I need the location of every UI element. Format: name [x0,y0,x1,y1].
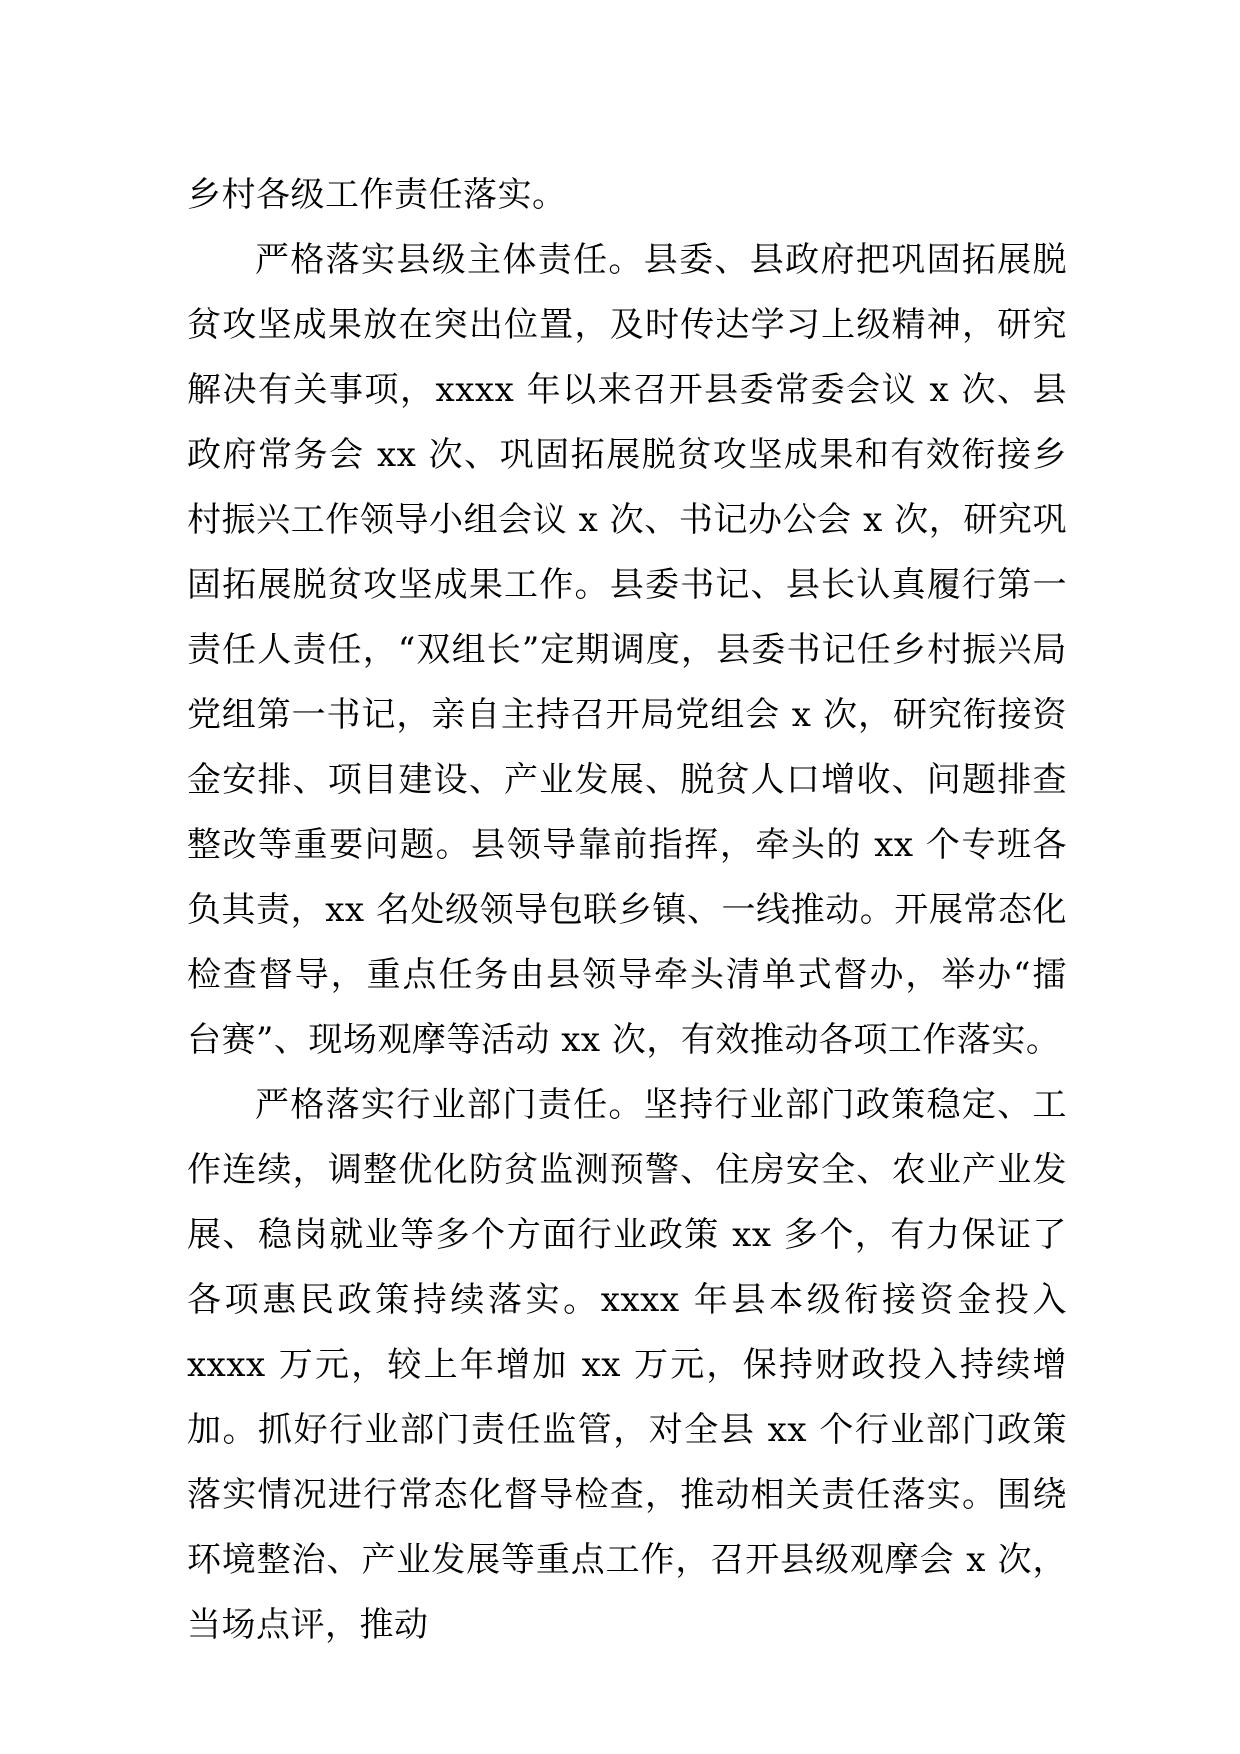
paragraph-continuation: 乡村各级工作责任落实。 [187,175,567,215]
paragraph-county-responsibility: 严格落实县级主体责任。县委、县政府把巩固拓展脱贫攻坚成果放在突出位置，及时传达学习上级精神，研究解决有关事项，xxxx 年以来召开县委常委会议 x 次、县政府常务会 xx 次、巩固拓展脱贫攻坚成果和有效衔接乡村振兴工作领导小组会议 x 次、书记办公会 x 次，研究巩固拓展脱贫攻坚成果工作。县委书记、县长认真履行第一责任人责任，“双组长”定期调度，县委书记任乡村振兴局党组第一书记，亲自主持召开局党组会 x 次，研究衔接资金安排、项目建设、产业发展、脱贫人口增收、问题排查整改等重要问题。县领导靠前指挥，牵头的 xx 个专班各负其责，xx 名处级领导包联乡镇、一线推动。开展常态化检查督导，重点任务由县领导牵头清单式督办，举办“擂台赛”、现场观摩等活动 xx 次，有效推动各项工作落实。 [187,240,1067,1060]
paragraph-department-responsibility: 严格落实行业部门责任。坚持行业部门政策稳定、工作连续，调整优化防贫监测预警、住房安全、农业产业发展、稳岗就业等多个方面行业政策 xx 多个，有力保证了各项惠民政策持续落实。xxxx 年县本级衔接资金投入 xxxx 万元，较上年增加 xx 万元，保持财政投入持续增加。抓好行业部门责任监管，对全县 xx 个行业部门政策落实情况进行常态化督导检查，推动相关责任落实。围绕环境整治、产业发展等重点工作，召开县级观摩会 x 次，当场点评，推动 [187,1085,1067,1645]
document-body [187,163,1067,1658]
